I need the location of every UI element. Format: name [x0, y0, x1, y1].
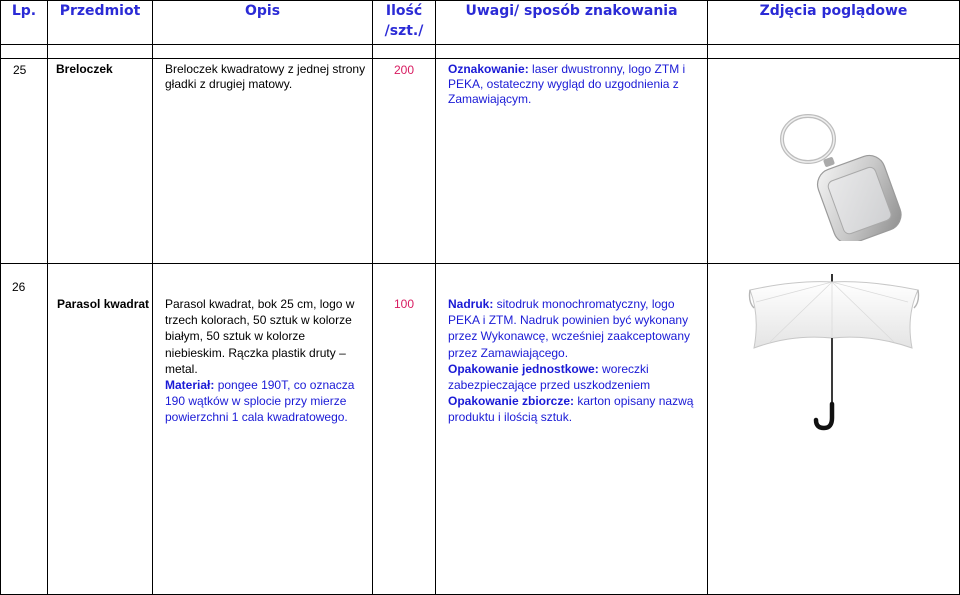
item-marking — [436, 264, 708, 595]
bulk-packaging-label: Opakowanie zbiorcze: — [448, 394, 575, 409]
unit-packaging-text: woreczki zabezpieczające przed uszkodzeniem — [448, 361, 651, 393]
square-umbrella-image — [746, 272, 922, 432]
header-zdjecia: Zdjęcia poglądowe — [708, 1, 960, 45]
item-name: Parasol kwadrat — [48, 264, 153, 595]
row-number: 25 — [1, 59, 48, 264]
header-row — [1, 1, 960, 45]
bulk-packaging-text: karton opisany nazwą produktu i ilością sztuk. — [448, 394, 694, 425]
item-description: Breloczek kwadratowy z jednej strony gładki z drugiej matowy. — [153, 59, 373, 264]
header-lp: Lp. — [1, 1, 48, 45]
material-label: Materiał: — [165, 378, 215, 393]
item-quantity: 100 — [373, 264, 436, 595]
header-ilosc — [373, 1, 436, 45]
header-ilosc-line2: /szt./ — [384, 23, 424, 39]
unit-packaging-label: Opakowanie jednostkowe: — [448, 361, 599, 376]
item-quantity: 200 — [373, 59, 436, 264]
description-text: Parasol kwadrat, bok 25 cm, logo w trzech kolorach, 50 sztuk w kolorze białym, 50 sztuk w kolorze niebieskim. Rączka plastik druty – metal. — [165, 297, 355, 376]
item-name: Breloczek — [48, 59, 153, 264]
header-uwagi: Uwagi/ sposób znakowania — [436, 1, 708, 45]
item-photo-cell — [708, 59, 960, 264]
separator-row — [1, 45, 960, 59]
header-ilosc-line1: Ilość — [385, 3, 423, 19]
material-text: pongee 190T, co oznacza 190 wątków w splocie przy mierze powierzchni 1 cala kwadratowego. — [165, 378, 355, 425]
print-label: Nadruk: — [448, 297, 494, 311]
marking-label: Oznakowanie: — [448, 62, 529, 76]
header-przedmiot: Przedmiot — [48, 1, 153, 45]
header-opis: Opis — [153, 1, 373, 45]
table-row — [1, 59, 960, 264]
row-number: 26 — [1, 264, 48, 595]
item-description — [153, 264, 373, 595]
keyring-image — [766, 111, 906, 241]
marking-text: laser dwustronny, logo ZTM i PEKA, ostateczny wygląd do uzgodnienia z Zamawiającym. — [448, 62, 686, 106]
table-row — [1, 264, 960, 595]
item-photo-cell — [708, 264, 960, 595]
item-marking — [436, 59, 708, 264]
print-text: sitodruk monochromatyczny, logo PEKA i ZTM. Nadruk powinien być wykonany przez Wykonawcę, wcześniej zaakceptowany przez Zamawiającego. — [448, 297, 690, 360]
